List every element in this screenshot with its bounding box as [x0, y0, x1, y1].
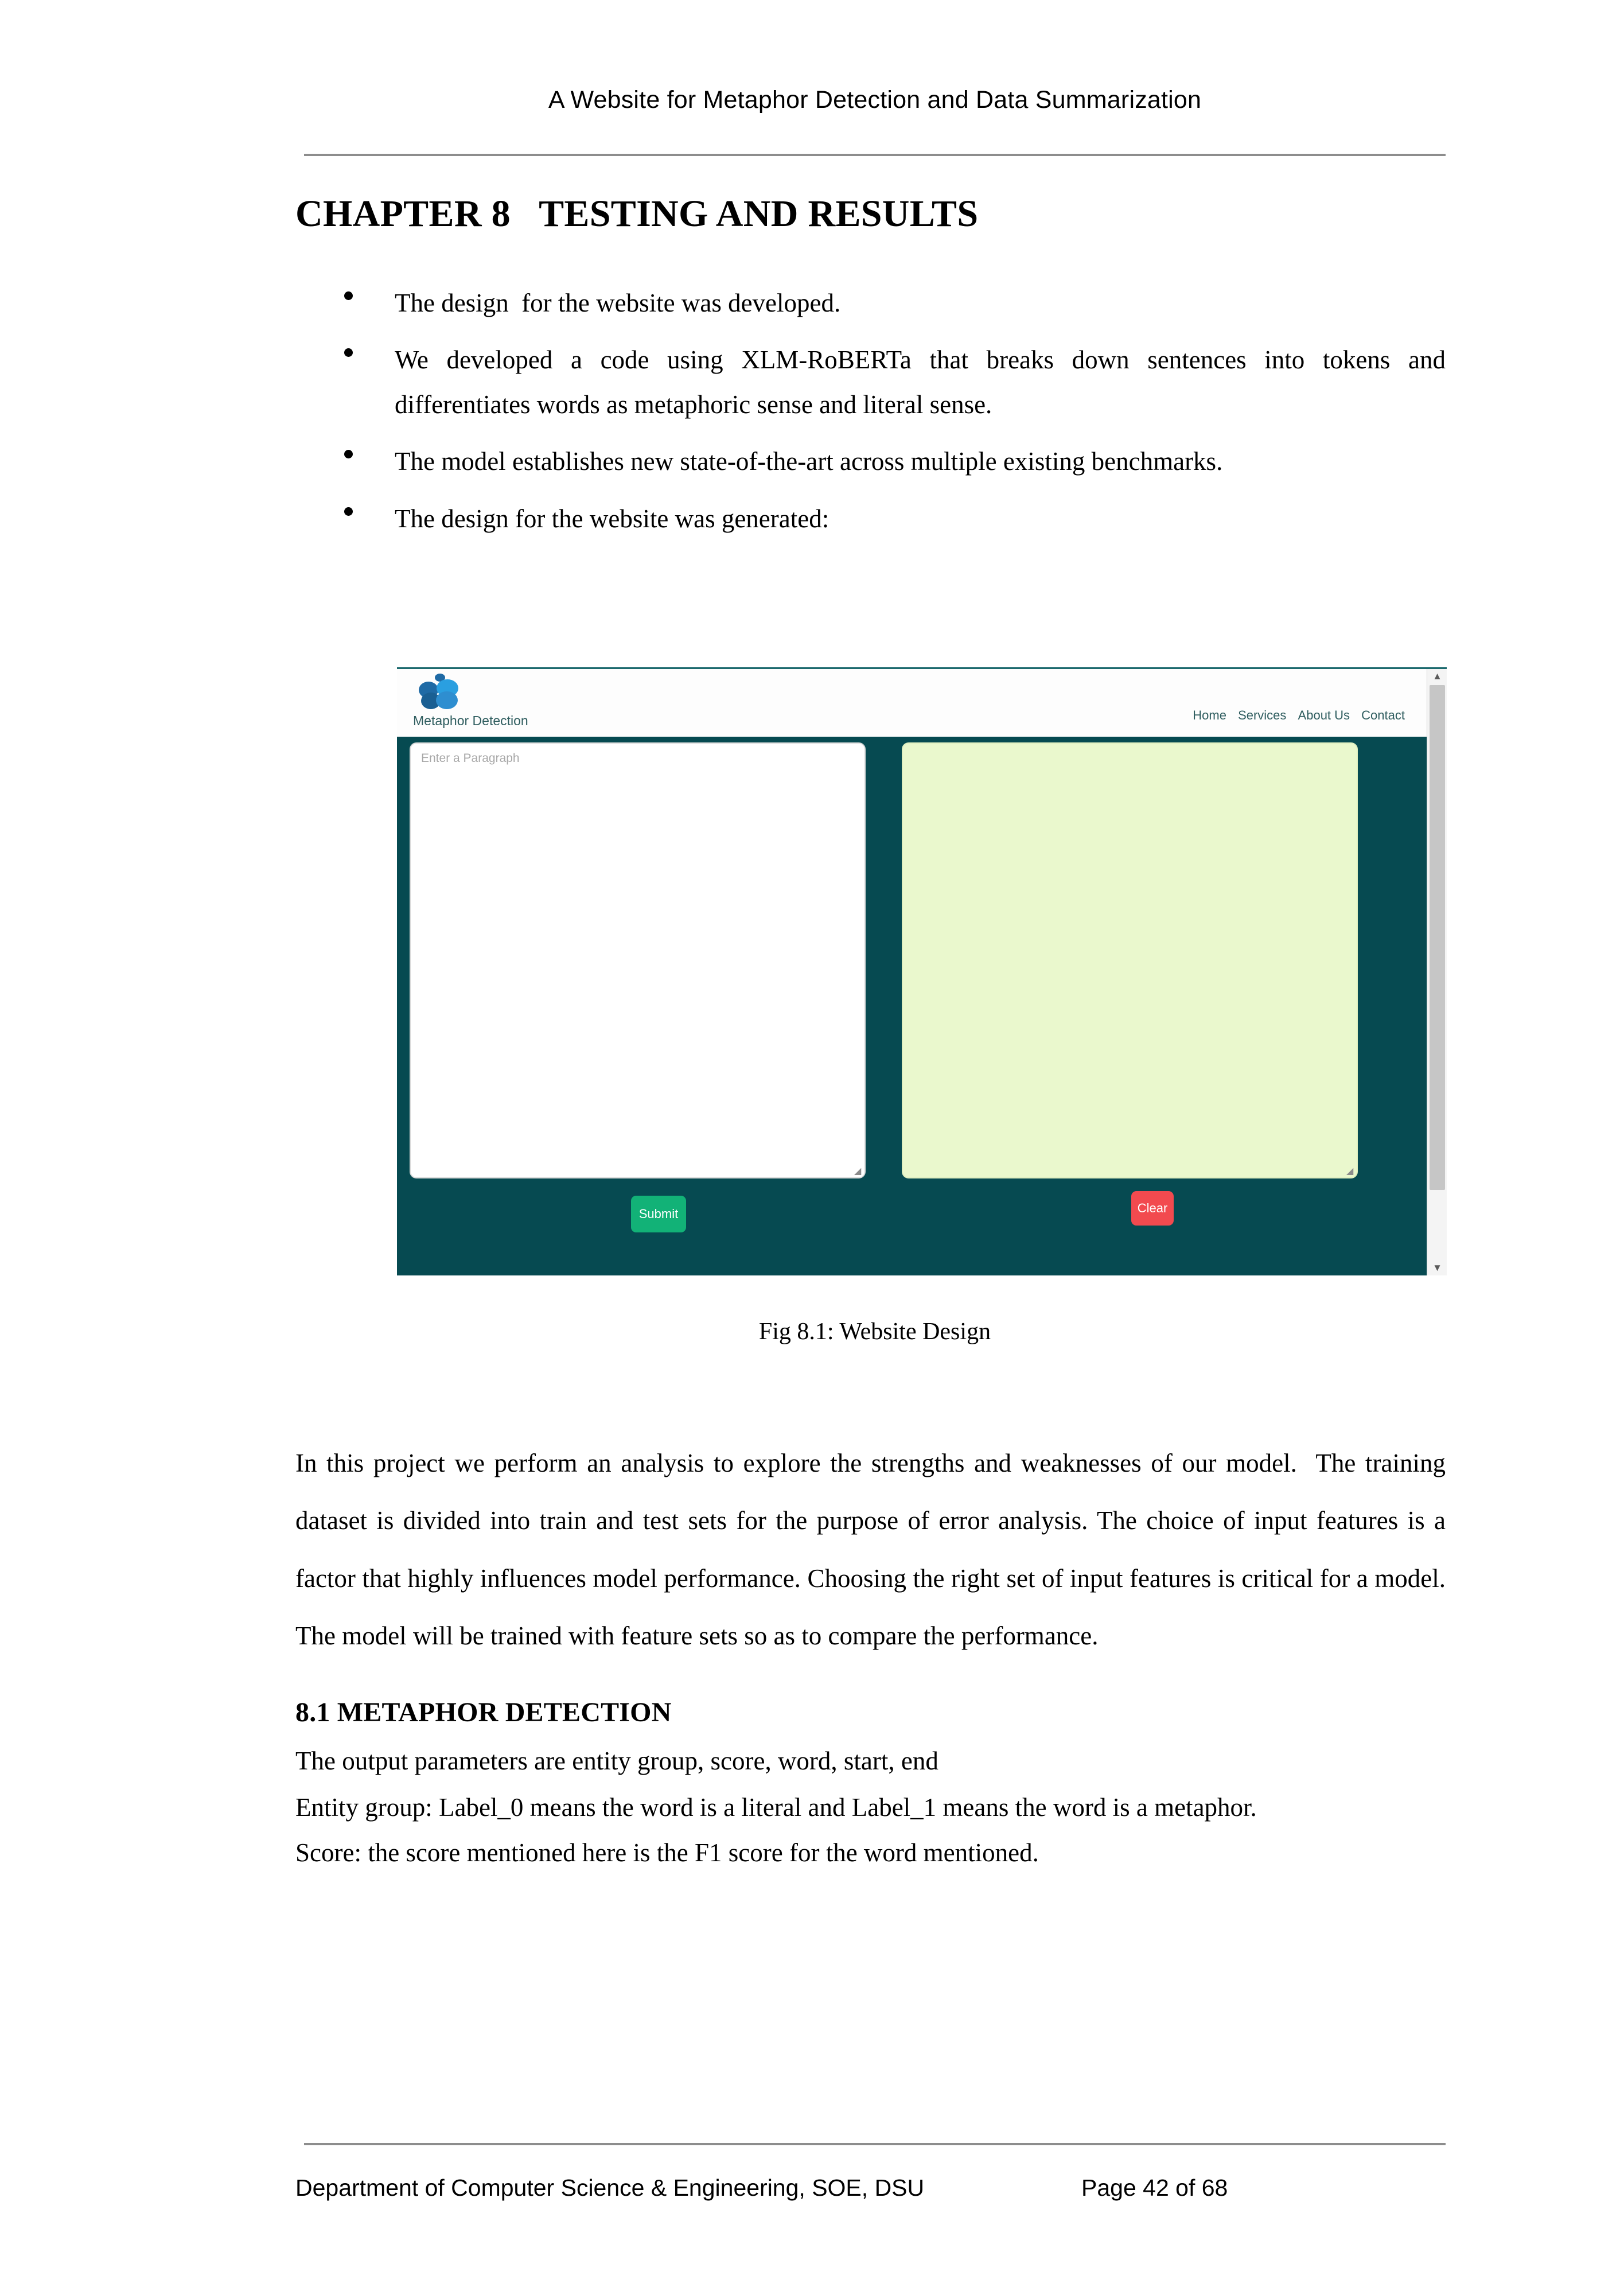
list-item-text: The design for the website was generated: — [395, 504, 829, 533]
running-header-title: A Website for Metaphor Detection and Data Summarization — [548, 86, 1202, 114]
brand — [413, 674, 602, 729]
resize-grip-icon[interactable]: ◢ — [854, 1166, 862, 1176]
section-heading-8-1: 8.1 METAPHOR DETECTION — [295, 1697, 672, 1728]
nav-item-about-us[interactable]: About Us — [1298, 708, 1350, 722]
bullet-dot-icon — [344, 507, 353, 516]
bullet-list — [344, 281, 1452, 554]
footer-page-number: Page 42 of 68 — [1081, 2175, 1228, 2201]
clear-button[interactable]: Clear — [1131, 1191, 1174, 1226]
list-item-text: The design for the website was developed. — [395, 289, 841, 317]
website-main-area — [397, 737, 1427, 1275]
footer-divider-rule — [304, 2143, 1446, 2145]
nav-item-contact[interactable]: Contact — [1361, 708, 1405, 722]
submit-button[interactable]: Submit — [631, 1196, 686, 1232]
embedded-website — [397, 669, 1427, 1275]
chapter-title: CHAPTER 8 TESTING AND RESULTS — [295, 193, 979, 235]
logo-bottom-right-lobe — [436, 691, 458, 709]
scrollbar-thumb[interactable] — [1430, 685, 1445, 1190]
butterfly-logo-icon — [419, 674, 461, 711]
body-paragraph: In this project we perform an analysis to explore the strengths and weaknesses of our model. The training dataset is divided into train and test sets for the purpose of error analysis. The choice of input features is a factor that highly influences model performance. Choosing the right set of input features is critical for a model. The model will be trained with feature sets so as to compare the performance. — [295, 1449, 1452, 1651]
scroll-up-arrow-icon[interactable]: ▲ — [1432, 671, 1442, 682]
body-line-output-parameters: The output parameters are entity group, score, word, start, end — [295, 1746, 938, 1776]
list-item — [344, 281, 1446, 325]
input-placeholder-text: Enter a Paragraph — [421, 752, 520, 765]
brand-label: Metaphor Detection — [413, 713, 528, 728]
list-item-text: We developed a code using XLM-RoBERTa that breaks down sentences into tokens and differentiates words as metaphoric sense and literal sense. — [395, 345, 1452, 419]
resize-grip-icon[interactable]: ◢ — [1346, 1166, 1354, 1176]
bullet-dot-icon — [344, 291, 353, 300]
bullet-dot-icon — [344, 450, 353, 458]
panes-row — [397, 737, 1427, 1187]
list-item-text: The model establishes new state-of-the-art across multiple existing benchmarks. — [395, 447, 1223, 476]
result-output-textarea[interactable] — [902, 742, 1358, 1178]
navbar-links — [1193, 708, 1405, 723]
footer-department-text: Department of Computer Science & Engineering, SOE, DSU — [295, 2175, 925, 2201]
body-line-score: Score: the score mentioned here is the F1 score for the word mentioned. — [295, 1838, 1039, 1868]
paragraph-input-textarea[interactable] — [410, 742, 866, 1178]
body-line-entity-group: Entity group: Label_0 means the word is a literal and Label_1 means the word is a metaphor. — [295, 1793, 1257, 1822]
bullet-dot-icon — [344, 348, 353, 357]
body-text-column — [295, 1434, 1452, 1876]
figure-caption: Fig 8.1: Website Design — [758, 1318, 991, 1345]
website-navbar — [397, 669, 1427, 737]
figure-website-design-screenshot — [397, 667, 1447, 1275]
header-divider-rule — [304, 154, 1446, 156]
list-item — [344, 497, 1446, 541]
scroll-down-arrow-icon[interactable]: ▼ — [1432, 1262, 1442, 1273]
list-item — [344, 439, 1446, 484]
vertical-scrollbar[interactable] — [1427, 669, 1447, 1275]
nav-item-home[interactable]: Home — [1193, 708, 1226, 722]
nav-item-services[interactable]: Services — [1238, 708, 1287, 722]
list-item — [344, 338, 1452, 427]
